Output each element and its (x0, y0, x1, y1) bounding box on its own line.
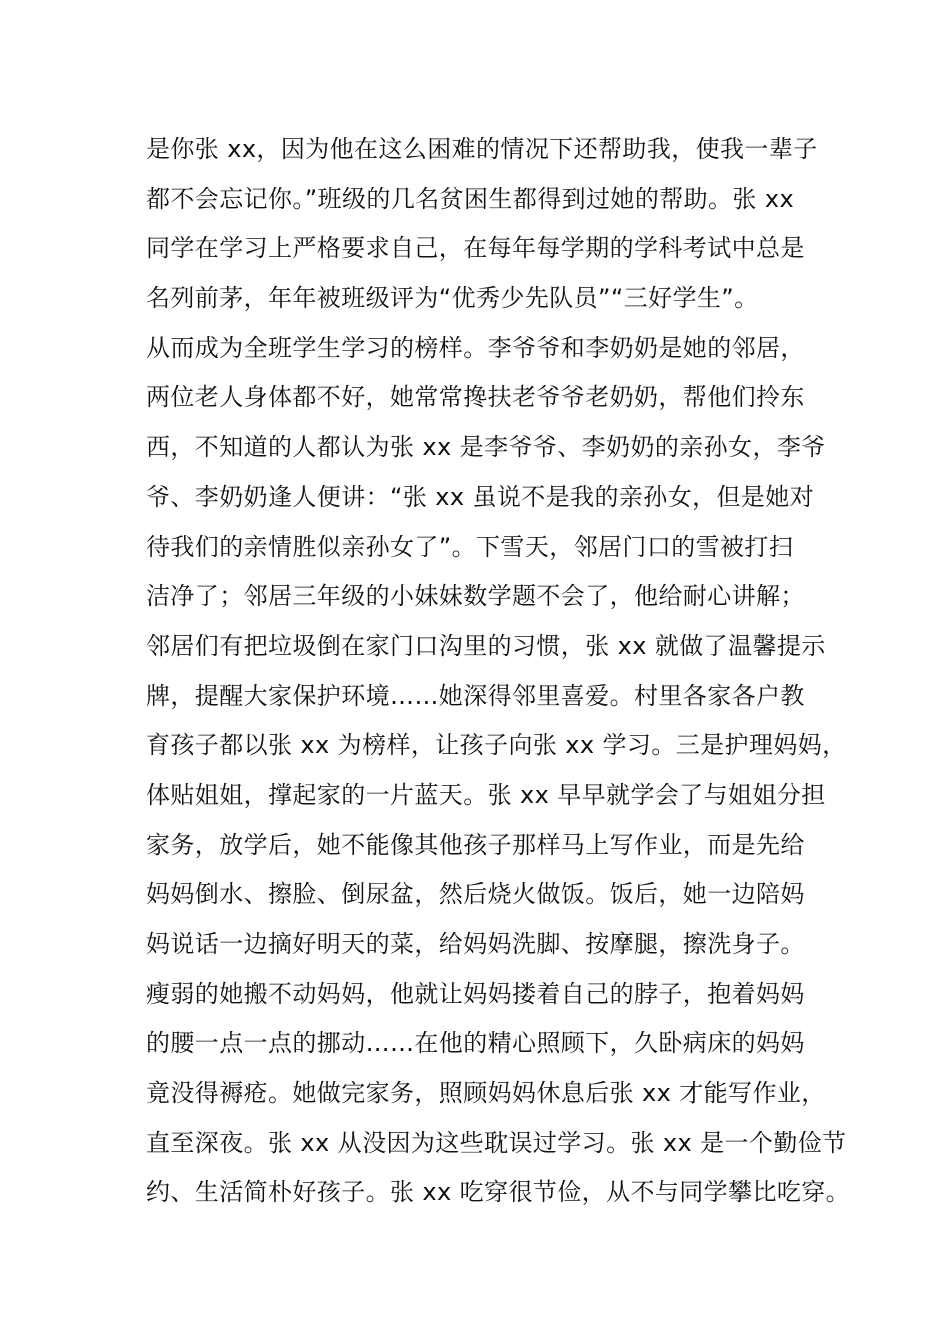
text-line: 体贴姐姐，撑起家的一片蓝天。张 xx 早早就学会了与姐姐分担 (146, 780, 826, 809)
text-line: 洁净了；邻居三年级的小妹妹数学题不会了，他给耐心讲解； (146, 582, 805, 611)
text-line: 瘦弱的她搬不动妈妈，他就让妈妈搂着自己的脖子，抱着妈妈 (146, 979, 805, 1008)
text-line: 待我们的亲情胜似亲孙女了”。下雪天，邻居门口的雪被打扫 (146, 532, 794, 561)
text-line: 两位老人身体都不好，她常常搀扶老爷爷老奶奶，帮他们拎东 (146, 383, 805, 412)
text-line: 同学在学习上严格要求自己，在每年每学期的学科考试中总是 (146, 234, 805, 263)
text-line: 家务，放学后，她不能像其他孩子那样马上写作业，而是先给 (146, 830, 805, 859)
text-line: 是你张 xx，因为他在这么困难的情况下还帮助我，使我一辈子 (146, 135, 818, 163)
text-line: 约、生活简朴好孩子。张 xx 吃穿很节俭，从不与同学攀比吃穿。 (146, 1178, 851, 1207)
text-line: 育孩子都以张 xx 为榜样，让孩子向张 xx 学习。三是护理妈妈， (146, 731, 847, 760)
text-line: 都不会忘记你。”班级的几名贫困生都得到过她的帮助。张 xx (146, 184, 795, 213)
body-paragraph (146, 125, 851, 1218)
text-line: 妈妈倒水、擦脸、倒尿盆，然后烧火做饭。饭后，她一边陪妈 (146, 880, 805, 909)
text-line: 从而成为全班学生学习的榜样。李爷爷和李奶奶是她的邻居， (146, 333, 805, 362)
text-line: 牌，提醒大家保护环境……她深得邻里喜爱。村里各家各户教 (146, 681, 805, 710)
text-line: 邻居们有把垃圾倒在家门口沟里的习惯，张 xx 就做了温馨提示 (146, 631, 826, 660)
text-line: 名列前茅，年年被班级评为“优秀少先队员”“三好学生”。 (146, 284, 759, 313)
text-line: 西，不知道的人都认为张 xx 是李爷爷、李奶奶的亲孙女，李爷 (146, 433, 826, 462)
text-line: 妈说话一边摘好明天的菜，给妈妈洗脚、按摩腿，擦洗身子。 (146, 930, 805, 958)
text-line: 竟没得褥疮。她做完家务，照顾妈妈休息后张 xx 才能写作业， (146, 1079, 826, 1108)
text-line: 爷、李奶奶逢人便讲：“张 xx 虽说不是我的亲孙女，但是她对 (146, 482, 815, 511)
text-line: 的腰一点一点的挪动……在他的精心照顾下，久卧病床的妈妈 (146, 1029, 805, 1058)
text-line: 直至深夜。张 xx 从没因为这些耽误过学习。张 xx 是一个勤俭节 (146, 1128, 847, 1157)
